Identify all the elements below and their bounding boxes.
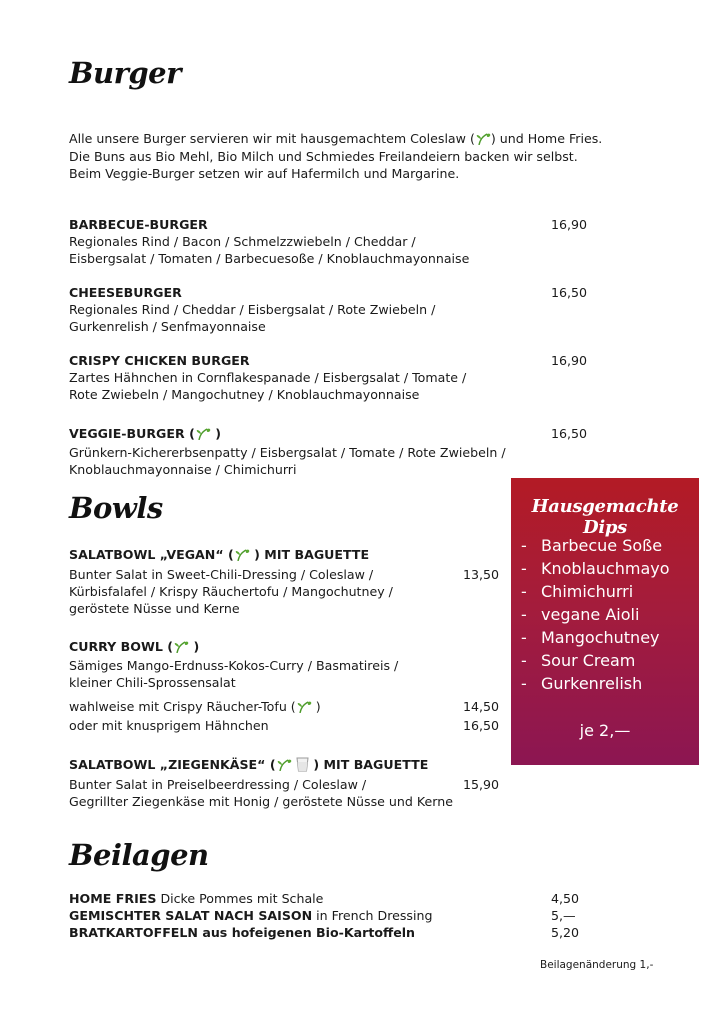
menu-item-option: wahlweise mit Crispy Räucher-Tofu ( ) bbox=[69, 699, 321, 714]
burger-title: Burger bbox=[69, 56, 181, 90]
menu-item-desc: Regionales Rind / Cheddar / Eisbergsalat / Rote Zwiebeln / bbox=[69, 302, 436, 317]
dips-price: je 2,— bbox=[579, 721, 631, 740]
burger-intro-line3: Beim Veggie-Burger setzen wir auf Hafermilch und Margarine. bbox=[69, 166, 460, 181]
burger-intro-line1: Alle unsere Burger servieren wir mit hausgemachtem Coleslaw ( ) und Home Fries. bbox=[69, 131, 603, 146]
menu-item-desc: geröstete Nüsse und Kerne bbox=[69, 601, 240, 616]
menu-item-desc: Kürbisfalafel / Krispy Räuchertofu / Mangochutney / bbox=[69, 584, 393, 599]
menu-item-price: 4,50 bbox=[551, 891, 580, 906]
dip-item: - Barbecue Soße bbox=[521, 536, 663, 555]
dips-title: Hausgemachte Dips bbox=[531, 496, 679, 538]
menu-item-desc: Bunter Salat in Preiselbeerdressing / Coleslaw / bbox=[69, 777, 367, 792]
menu-item-price: 13,50 bbox=[463, 567, 500, 582]
menu-item-name: CRISPY CHICKEN BURGER bbox=[69, 353, 250, 368]
menu-item-price: 16,50 bbox=[551, 426, 588, 441]
menu-item-name: BARBECUE-BURGER bbox=[69, 217, 208, 232]
vegan-leaf-icon bbox=[173, 640, 189, 653]
side-item: BRATKARTOFFELN aus hofeigenen Bio-Kartoffeln bbox=[69, 925, 416, 940]
menu-item-price: 16,50 bbox=[551, 285, 588, 300]
burger-intro-line2: Die Buns aus Bio Mehl, Bio Milch und Schmiedes Freilandeiern backen wir selbst. bbox=[69, 149, 578, 164]
menu-item-desc: Zartes Hähnchen in Cornflakespanade / Eisbergsalat / Tomate / bbox=[69, 370, 467, 385]
bowls-title: Bowls bbox=[69, 491, 163, 525]
vegan-leaf-icon bbox=[195, 427, 211, 440]
menu-item-price: 16,90 bbox=[551, 353, 588, 368]
menu-item-price: 15,90 bbox=[463, 777, 500, 792]
dip-item: - Gurkenrelish bbox=[521, 674, 643, 693]
dip-item: - vegane Aioli bbox=[521, 605, 640, 624]
menu-item-price: 16,90 bbox=[551, 217, 588, 232]
dip-item: - Sour Cream bbox=[521, 651, 636, 670]
menu-item-option: oder mit knusprigem Hähnchen bbox=[69, 718, 269, 733]
dips-box bbox=[511, 478, 699, 765]
milk-glass-icon bbox=[296, 757, 309, 772]
menu-item-name: VEGGIE-BURGER ( ) bbox=[69, 426, 221, 441]
dip-item: - Mangochutney bbox=[521, 628, 660, 647]
menu-item-name: CHEESEBURGER bbox=[69, 285, 182, 300]
vegan-leaf-icon bbox=[475, 132, 491, 145]
menu-item-desc: Gurkenrelish / Senfmayonnaise bbox=[69, 319, 266, 334]
menu-item-price: 14,50 bbox=[463, 699, 500, 714]
menu-item-desc: Regionales Rind / Bacon / Schmelzzwiebeln / Cheddar / bbox=[69, 234, 416, 249]
vegan-leaf-icon bbox=[276, 758, 292, 771]
menu-item-desc: Knoblauchmayonnaise / Chimichurri bbox=[69, 462, 297, 477]
menu-item-desc: Bunter Salat in Sweet-Chili-Dressing / Coleslaw / bbox=[69, 567, 374, 582]
menu-item-name: SALATBOWL „ZIEGENKÄSE“ ( ) MIT BAGUETTE bbox=[69, 757, 429, 772]
menu-item-name: CURRY BOWL ( ) bbox=[69, 639, 200, 654]
vegan-leaf-icon bbox=[234, 548, 250, 561]
menu-item-desc: Gegrillter Ziegenkäse mit Honig / geröstete Nüsse und Kerne bbox=[69, 794, 453, 809]
side-item: GEMISCHTER SALAT NACH SAISON in French Dressing bbox=[69, 908, 433, 923]
menu-item-desc: kleiner Chili-Sprossensalat bbox=[69, 675, 236, 690]
dip-item: - Knoblauchmayo bbox=[521, 559, 670, 578]
beilagen-title: Beilagen bbox=[69, 838, 209, 872]
menu-item-desc: Eisbergsalat / Tomaten / Barbecuesoße / Knoblauchmayonnaise bbox=[69, 251, 470, 266]
menu-item-price: 5,20 bbox=[551, 925, 580, 940]
menu-item-desc: Rote Zwiebeln / Mangochutney / Knoblauchmayonnaise bbox=[69, 387, 420, 402]
menu-item-desc: Grünkern-Kichererbsenpatty / Eisbergsalat / Tomate / Rote Zwiebeln / bbox=[69, 445, 506, 460]
menu-item-name: SALATBOWL „VEGAN“ ( ) MIT BAGUETTE bbox=[69, 547, 370, 562]
menu-item-desc: Sämiges Mango-Erdnuss-Kokos-Curry / Basmatireis / bbox=[69, 658, 399, 673]
vegan-leaf-icon bbox=[296, 700, 312, 713]
menu-item-price: 5,— bbox=[551, 908, 576, 923]
menu-item-price: 16,50 bbox=[463, 718, 500, 733]
dip-item: - Chimichurri bbox=[521, 582, 634, 601]
side-item: HOME FRIES Dicke Pommes mit Schale bbox=[69, 891, 324, 906]
side-change-note: Beilagenänderung 1,- bbox=[540, 959, 654, 971]
